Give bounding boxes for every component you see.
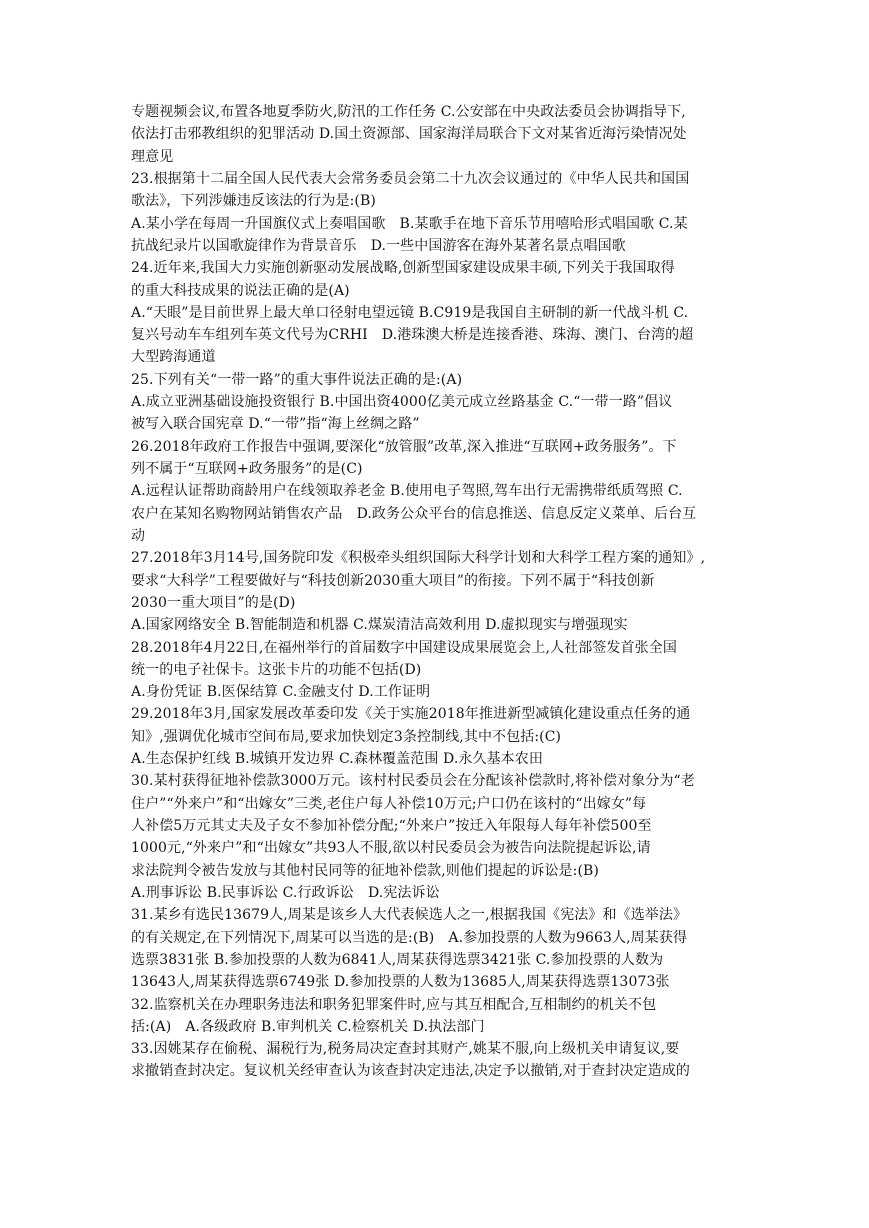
options-line: 选票3831张 B.参加投票的人数为6841人,周某获得选票3421张 C.参加投票的人数为 — [131, 951, 664, 968]
text-line: 的有关规定,在下列情况下,周某可以当选的是:(B) A.参加投票的人数为9663人,周某获得 — [131, 929, 688, 946]
text-line: 要求“大科学”工程要做好与“科技创新2030重大项目”的衔接。下列不属于“科技创新 — [131, 572, 655, 589]
question-30-line: 30.某村获得征地补偿款3000万元。该村村民委员会在分配该补偿款时,将补偿对象分为“老 — [131, 773, 695, 790]
options-line: A.某小学在每周一升国旗仪式上奏唱国歌 B.某歌手在地下音乐节用嘻哈形式唱国歌 C.某 — [131, 215, 688, 232]
question-31-line: 31.某乡有选民13679人,周某是该乡人大代表候选人之一,根据我国《宪法》和《选举法》 — [131, 907, 688, 924]
text-line: 求撤销查封决定。复议机关经审查认为该查封决定违法,决定予以撤销,对于查封决定造成的 — [131, 1063, 690, 1080]
question-27-line: 27.2018年3月14号,国务院印发《积极牵头组织国际大科学计划和大科学工程方案的通知》, — [131, 550, 706, 567]
text-line: 的重大科技成果的说法正确的是(A) — [131, 282, 350, 299]
options-line: A.“天眼”是目前世界上最大单口径射电望远镜 B.C919是我国自主研制的新一代战斗机 C. — [131, 304, 689, 321]
text-line: 统一的电子社保卡。这张卡片的功能不包括(D) — [131, 661, 422, 678]
text-line: 求法院判令被告发放与其他村民同等的征地补偿款,则他们提起的诉讼是:(B) — [131, 862, 599, 879]
question-28-line: 28.2018年4月22日,在福州举行的首届数字中国建设成果展览会上,人社部签发首张全国 — [131, 639, 677, 656]
document-page — [131, 101, 739, 1083]
options-line: 复兴号动车车组列车英文代号为CRHI D.港珠澳大桥是连接香港、珠海、澳门、台湾的超 — [131, 327, 694, 344]
question-29-line: 29.2018年3月,国家发展改革委印发《关于实施2018年推进新型减镇化建设重点任务的通 — [131, 706, 691, 723]
text-line: 1000元,“外来户”和“出嫁女”共93人不服,欲以村民委员会为被告向法院提起诉讼,请 — [131, 840, 651, 857]
question-33-line: 33.因姚某存在偷税、漏税行为,税务局决定查封其财产,姚某不服,向上级机关申请复议,要 — [131, 1041, 680, 1058]
options-line: 括:(A) A.各级政府 B.审判机关 C.检察机关 D.执法部门 — [131, 1018, 485, 1035]
options-line: 13643人,周某获得选票6749张 D.参加投票的人数为13685人,周某获得选票13073张 — [131, 974, 670, 991]
text-line: 列不属于“互联网+政务服务”的是(C) — [131, 461, 363, 477]
text-line: 歌法》，下列涉嫌违反该法的行为是:(B) — [131, 193, 376, 210]
text-line: 理意见 — [131, 148, 174, 165]
question-32-line: 32.监察机关在办理职务违法和职务犯罪案件时,应与其互相配合,互相制约的机关不包 — [131, 996, 657, 1013]
options-line: 被写入联合国宪章 D.“一带”指“海上丝绸之路” — [131, 416, 420, 433]
question-24-line: 24.近年来,我国大力实施创新驱动发展战略,创新型国家建设成果丰硕,下列关于我国取得 — [131, 260, 675, 277]
text-line: 人补偿5万元其丈夫及子女不参加补偿分配;“外来户”按迁入年限每人每年补偿500至 — [131, 818, 652, 834]
options-line: 动 — [131, 527, 146, 544]
options-line: 抗战纪录片以国歌旋律作为背景音乐 D.一些中国游客在海外某著名景点唱国歌 — [131, 237, 626, 254]
options-line: A.国家网络安全 B.智能制造和机器 C.煤炭清洁高效利用 D.虚拟现实与增强现实 — [131, 617, 628, 634]
text-line: 专题视频会议,布置各地夏季防火,防汛的工作任务 C.公安部在中央政法委员会协调指导下, — [131, 104, 686, 120]
options-line: A.刑事诉讼 B.民事诉讼 C.行政诉讼 D.宪法诉讼 — [131, 884, 440, 901]
options-line: 农户在某知名购物网站销售农产品 D.政务公众平台的信息推送、信息反定义菜单、后台互 — [131, 505, 697, 522]
text-line: 知》,强调优化城市空间布局,要求加快划定3条控制线,其中不包括:(C) — [131, 728, 562, 745]
text-line: 2030一重大项目”的是(D) — [131, 594, 296, 611]
options-line: A.身份凭证 B.医保结算 C.金融支付 D.工作证明 — [131, 684, 431, 701]
text-line: 依法打击邪教组织的犯罪活动 D.国土资源部、国家海洋局联合下文对某省近海污染情况处 — [131, 126, 687, 143]
options-line: A.远程认证帮助商龄用户在线领取养老金 B.使用电子驾照,驾车出行无需携带纸质驾照 C. — [131, 483, 683, 500]
question-23-line: 23.根据第十二届全国人民代表大会常务委员会第二十九次会议通过的《中华人民共和国国 — [131, 170, 690, 187]
options-line: 大型跨海通道 — [131, 349, 216, 366]
text-line: 住户”“外来户”和“出嫁女”三类,老住户每人补偿10万元;户口仍在该村的“出嫁女”每 — [131, 795, 647, 812]
question-25-line: 25.下列有关“一带一路”的重大事件说法正确的是:(A) — [131, 371, 463, 388]
options-line: A.生态保护红线 B.城镇开发边界 C.森林覆盖范围 D.永久基本农田 — [131, 751, 543, 768]
question-26-line: 26.2018年政府工作报告中强调,要深化“放管服”改革,深入推进“互联网+政务服务”。下 — [131, 438, 677, 455]
options-line: A.成立亚洲基础设施投资银行 B.中国出资4000亿美元成立丝路基金 C.“一带一路”倡议 — [131, 394, 673, 411]
